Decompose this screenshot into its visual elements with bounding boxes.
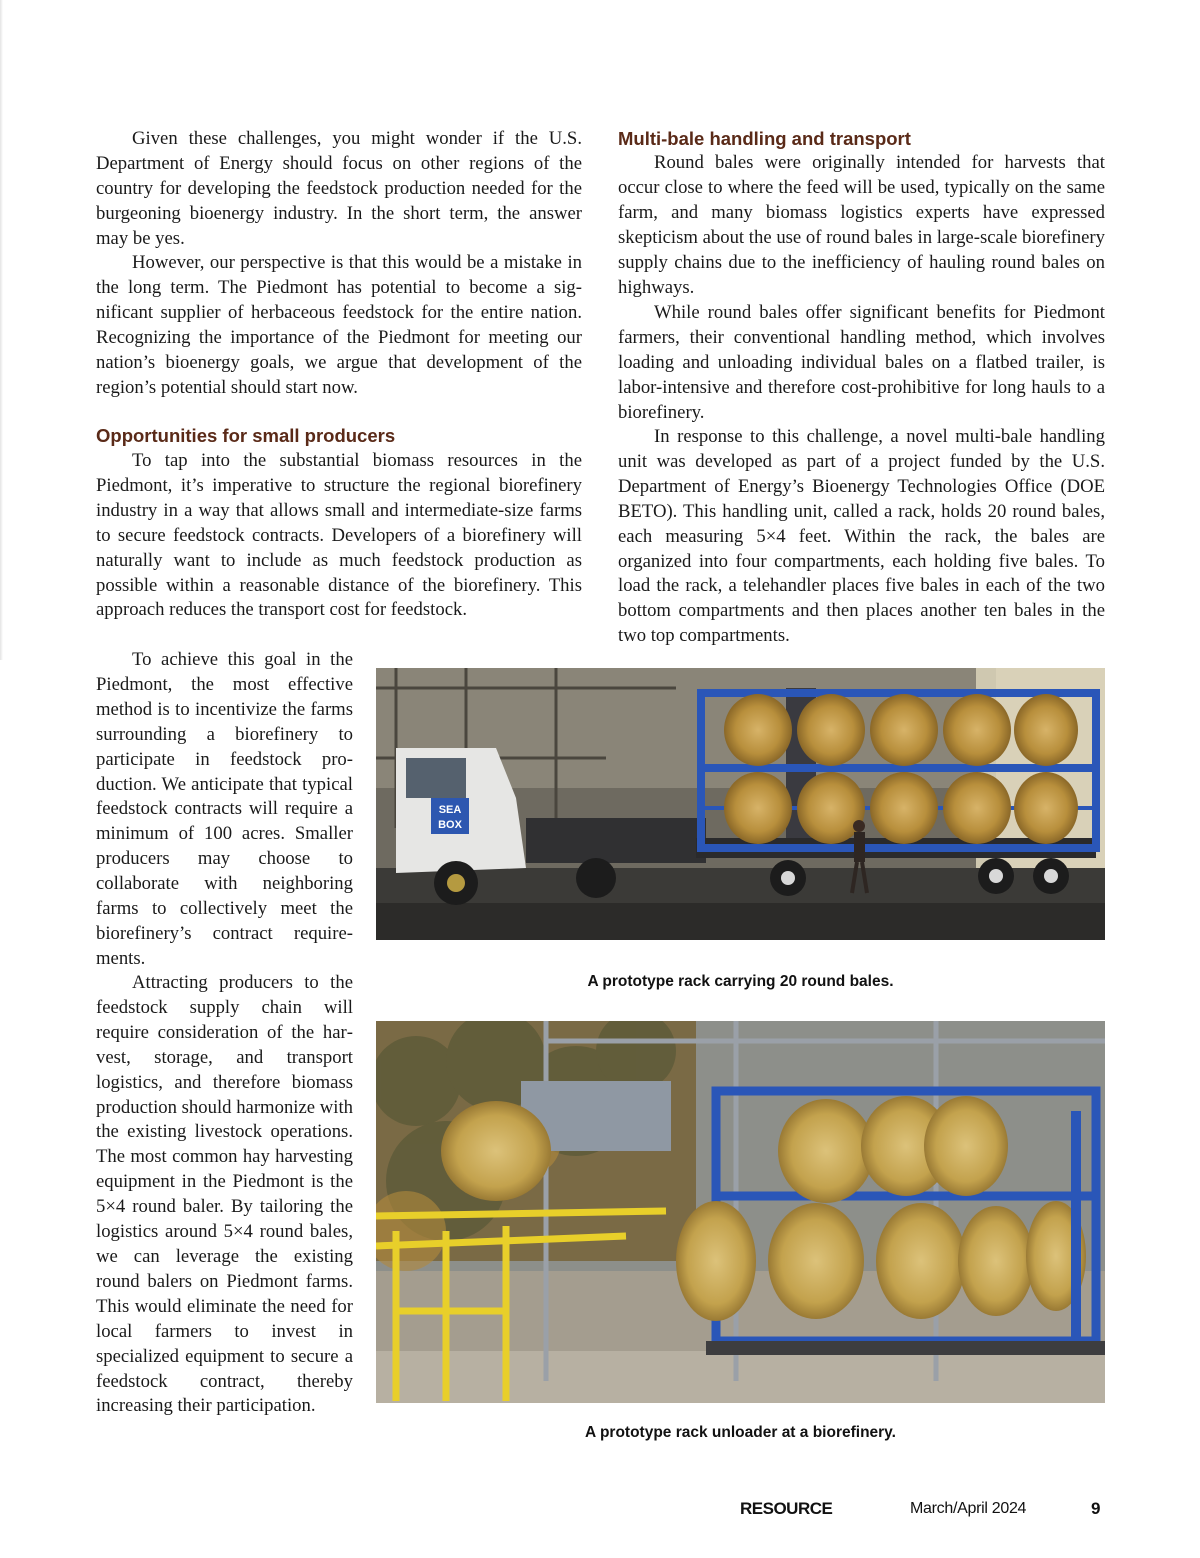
truck-photo-caption: A prototype rack carrying 20 round bales. [587, 973, 894, 990]
right-paragraph-1: Round bales were originally intended for harvests that occur close to where the feed will be used, typically on the same farm, and many biomass logistics experts have expressed skepticism about the use of round bales in large-scale biorefinery supply chains due to the inefficiency of hauling round bales on highways. [618, 152, 1105, 298]
footer-publication-name: RESOURCE [740, 1499, 833, 1518]
right-paragraph-3: In response to this challenge, a novel multi-bale handling unit was developed as part of a project funded by the U.S. Department of Energy’s Bioenergy Technologies Office (DOE BETO). This handling unit, called a rack, holds 20 round bales, each measuring 5×4 feet. Within the rack, the bales are organized into four compartments, each holding five bales. To load the rack, a telehandler places five bales in each of the two bottom compartments and then places another ten bales in the two top compartments. [618, 426, 1105, 647]
heading-small-producers: Opportunities for small producers [96, 425, 396, 446]
truck-door-text-sea: SEA [438, 804, 462, 816]
unloader-photo-caption: A prototype rack unloader at a biorefinery. [585, 1424, 896, 1441]
page-edge-shadow [0, 0, 3, 660]
heading-multi-bale-handling: Multi-bale handling and transport [618, 128, 911, 149]
footer-page-number: 9 [1091, 1499, 1101, 1518]
left-paragraph-1: Given these challenges, you might wonder if the U.S. Department of Energy should focus on other regions of the country for developing the feedstock production needed for the burgeoning bioenergy industry. In the short term, the answer may be yes. [96, 128, 582, 249]
left-paragraph-5: Attracting producers to the feedstock supply chain will require consideration of the harvest, storage, and transport logistics, and therefore biomass production should harmonize with the existing livestock operations. The most common hay harvesting equipment in the Piedmont is the 5×4 round baler. By tailoring the logistics around 5×4 round bales, we can leverage the existing round balers on Piedmont farms. This would eliminate the need for local farmers to invest in specialized equipment to secure a feedstock contract, thereby increasing their participation. [96, 972, 353, 1417]
left-paragraph-4: To achieve this goal in the Piedmont, the most effective method is to incentivize the farms surrounding a biorefinery to participate in feedstock production. We anticipate that typical feedstock contracts will require a minimum of 100 acres. Smaller producers may choose to collaborate with neighboring farms to collectively meet the biorefinery’s contract requirements. [96, 649, 353, 969]
right-paragraph-2: While round bales offer significant benefits for Piedmont farmers, their conventional handling method, which involves loading and unloading individual bales on a flatbed trailer, is labor-intensive and therefore cost-prohibitive for long hauls to a biorefinery. [618, 302, 1105, 423]
truck-rack-photo [376, 668, 1105, 940]
left-paragraph-2: However, our perspective is that this would be a mistake in the long term. The Piedmont has potential to become a significant supplier of herbaceous feedstock for the entire nation. Recognizing the importance of the Piedmont for meeting our nation’s bioenergy goals, we argue that development of the region’s potential should start now. [96, 252, 582, 398]
truck-door-text-box: BOX [438, 819, 462, 831]
footer-issue-date: March/April 2024 [910, 1500, 1027, 1517]
rack-unloader-photo [376, 1021, 1105, 1403]
left-paragraph-3: To tap into the substantial biomass resources in the Piedmont, it’s imperative to structure the regional biorefinery industry in a way that allows small and intermediate-size farms to secure feedstock contracts. Developers of a biorefinery will naturally want to include as much feedstock production as possible within a reasonable distance of the biorefinery. This approach reduces the transport cost for feedstock. [96, 450, 582, 621]
